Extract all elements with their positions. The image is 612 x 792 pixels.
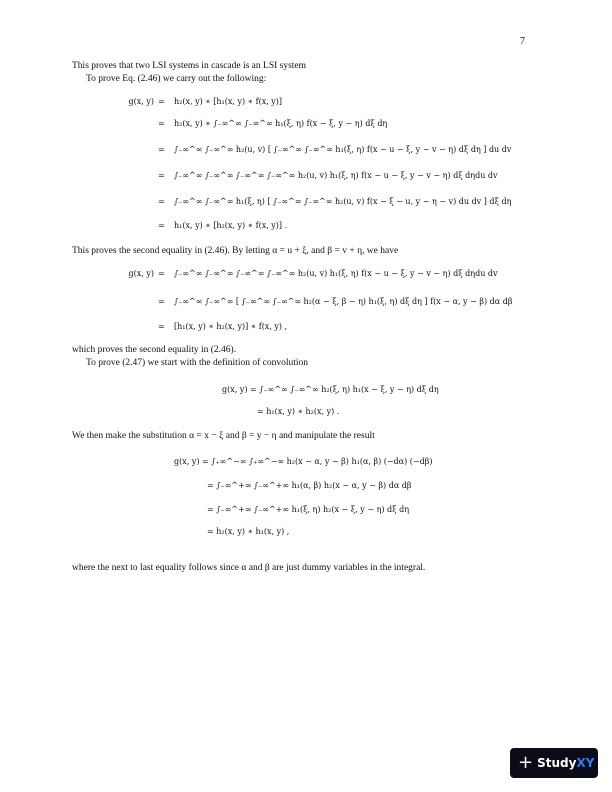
eq4-line-1: g(x, y) = ∫₊∞^−∞ ∫₊∞^−∞ h₂(x − α, y − β) h₁(α, β) (−dα) (−dβ) <box>174 457 433 466</box>
eq2-equals: = <box>158 322 165 331</box>
eq1-lhs: g(x, y) <box>128 97 154 106</box>
eq1-line-5: ∫₋∞^∞ ∫₋∞^∞ h₁(ξ, η) [ ∫₋∞^∞ ∫₋∞^∞ h₂(u, v) f(x − ξ − u, y − η − v) du dv ] dξ dη <box>174 197 512 206</box>
eq3-line-1: g(x, y) = ∫₋∞^∞ ∫₋∞^∞ h₂(ξ, η) h₁(x − ξ, y − η) dξ dη <box>222 385 439 394</box>
eq2-equals: = <box>158 269 165 278</box>
eq1-equals: = <box>158 97 165 106</box>
eq2-line-2: ∫₋∞^∞ ∫₋∞^∞ [ ∫₋∞^∞ ∫₋∞^∞ h₂(α − ξ, β − η) h₁(ξ, η) dξ dη ] f(x − α, y − β) dα dβ <box>174 297 513 306</box>
equation-block-1 <box>0 94 612 234</box>
eq1-line-4: ∫₋∞^∞ ∫₋∞^∞ ∫₋∞^∞ ∫₋∞^∞ h₂(u, v) h₁(ξ, η) f(x − u − ξ, y − v − η) dξ dηdu dv <box>174 171 498 180</box>
logo-word-xy: XY <box>576 756 595 770</box>
paragraph-prove-247: To prove (2.47) we start with the definition of convolution <box>86 358 309 368</box>
equation-block-4 <box>0 454 612 554</box>
paragraph-prove-246: To prove Eq. (2.46) we carry out the following: <box>86 74 267 84</box>
eq2-lhs: g(x, y) <box>128 269 154 278</box>
eq1-line-2: h₂(x, y) ∗ ∫₋∞^∞ ∫₋∞^∞ h₁(ξ, η) f(x − ξ, y − η) dξ dη <box>174 119 388 128</box>
eq2-line-3: [h₁(x, y) ∗ h₂(x, y)] ∗ f(x, y) , <box>174 322 288 331</box>
paragraph-second-equality: which proves the second equality in (2.46). <box>72 345 237 355</box>
eq1-equals: = <box>158 145 165 154</box>
eq4-line-2: = ∫₋∞^+∞ ∫₋∞^+∞ h₁(α, β) h₂(x − α, y − β) dα dβ <box>207 481 412 490</box>
studyxy-logo <box>510 748 598 778</box>
equation-block-2 <box>0 266 612 336</box>
logo-word-study: Study <box>537 756 577 770</box>
eq1-equals: = <box>158 221 165 230</box>
eq1-line-6: h₁(x, y) ∗ [h₂(x, y) ∗ f(x, y)] . <box>174 221 288 230</box>
paragraph-cascade: This proves that two LSI systems in cascade is an LSI system <box>72 61 307 71</box>
paragraph-letting: This proves the second equality in (2.46). By letting α = u + ξ, and β = v + η, we have <box>72 246 399 256</box>
paragraph-substitution: We then make the substitution α = x − ξ and β = y − η and manipulate the result <box>72 431 375 441</box>
eq1-equals: = <box>158 119 165 128</box>
page-number: 7 <box>520 36 525 47</box>
eq4-line-4: = h₂(x, y) ∗ h₁(x, y) , <box>207 527 290 536</box>
eq1-equals: = <box>158 171 165 180</box>
eq4-line-3: = ∫₋∞^+∞ ∫₋∞^+∞ h₁(ξ, η) h₂(x − ξ, y − η) dξ dη <box>207 505 410 514</box>
eq2-equals: = <box>158 297 165 306</box>
plus-icon: + <box>518 752 534 773</box>
eq2-line-1: ∫₋∞^∞ ∫₋∞^∞ ∫₋∞^∞ ∫₋∞^∞ h₂(u, v) h₁(ξ, η) f(x − u − ξ, y − v − η) dξ dηdu dv <box>174 269 498 278</box>
eq1-equals: = <box>158 197 165 206</box>
eq1-line-3: ∫₋∞^∞ ∫₋∞^∞ h₂(u, v) [ ∫₋∞^∞ ∫₋∞^∞ h₁(ξ, η) f(x − u − ξ, y − v − η) dξ dη ] du dv <box>174 145 512 154</box>
paragraph-conclusion: where the next to last equality follows since α and β are just dummy variables in the integral. <box>72 563 426 573</box>
equation-block-3 <box>0 382 612 422</box>
eq3-line-2: = h₁(x, y) ∗ h₂(x, y) . <box>257 407 340 416</box>
eq1-line-1: h₂(x, y) ∗ [h₁(x, y) ∗ f(x, y)] <box>174 97 283 106</box>
logo-wordmark <box>537 756 594 770</box>
